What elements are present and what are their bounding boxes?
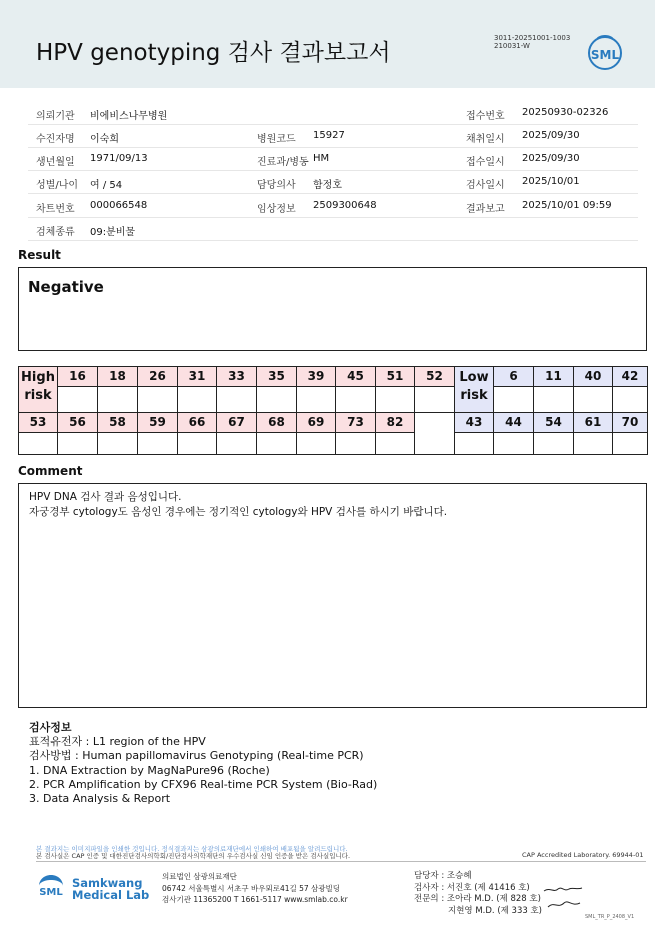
high-risk-label-line-1: High [21, 370, 55, 385]
value-clinical-info: 2509300648 [313, 200, 377, 211]
info-row-sex-age [28, 170, 638, 194]
high-risk-type: 53 [18, 412, 58, 433]
label-clinical-info: 임상정보 [257, 204, 296, 215]
info-row-patient [28, 124, 638, 148]
high-risk-type: 39 [296, 366, 336, 387]
high-risk-type: 45 [335, 366, 376, 387]
value-hospital-code: 15927 [313, 130, 345, 141]
high-risk-type: 31 [177, 366, 217, 387]
high-risk-type: 51 [375, 366, 415, 387]
high-risk-type: 18 [97, 366, 138, 387]
high-risk-type: 33 [216, 366, 257, 387]
result-cell [216, 386, 257, 413]
low-risk-type: 43 [454, 412, 494, 433]
high-risk-type: 67 [216, 412, 257, 433]
value-physician: 함정호 [313, 180, 342, 191]
result-cell [612, 386, 648, 413]
test-info-step-1: 1. DNA Extraction by MagNaPure96 (Roche) [29, 763, 270, 777]
low-risk-type: 70 [612, 412, 648, 433]
high-risk-type: 52 [414, 366, 455, 387]
info-row-specimen [28, 217, 638, 241]
result-cell [177, 386, 217, 413]
value-patient-name: 이숙희 [90, 134, 119, 145]
result-cell [573, 386, 613, 413]
company-address [162, 871, 348, 906]
value-birth-date: 1971/09/13 [90, 153, 148, 164]
high-risk-type: 35 [256, 366, 297, 387]
staff-tester: 검사자 : 서진호 (제 41416 호) [414, 882, 530, 893]
company-address-line-2: 06742 서울특별시 서초구 바우뫼로41길 57 삼광빌딩 [162, 883, 341, 893]
result-cell [493, 432, 534, 455]
high-risk-type: 16 [57, 366, 98, 387]
form-code: SML_TR_P_2408_V1 [585, 914, 635, 920]
cap-accreditation: CAP Accredited Laboratory. 69944-01 [522, 851, 644, 859]
result-cell [296, 432, 336, 455]
footer-divider [36, 861, 646, 862]
result-cell [335, 432, 376, 455]
low-risk-type: 44 [493, 412, 534, 433]
label-receipt-date: 접수일시 [466, 157, 505, 168]
document-number-line-2: 210031-W [494, 42, 530, 50]
high-risk-type: 68 [256, 412, 297, 433]
document-number [494, 34, 570, 50]
svg-text:SML: SML [39, 887, 63, 898]
label-physician: 담당의사 [257, 180, 296, 191]
value-department: HM [313, 153, 330, 164]
test-info [29, 721, 377, 806]
label-sex-age: 성별/나이 [36, 180, 79, 191]
result-cell [256, 386, 297, 413]
signature-icon [542, 883, 584, 913]
result-cell [137, 432, 178, 455]
result-cell [612, 432, 648, 455]
test-info-step-2: 2. PCR Amplification by CFX96 Real-time PCR System (Bio-Rad) [29, 777, 378, 791]
result-cell [97, 432, 138, 455]
company-address-line-1: 의료법인 삼광의료재단 [162, 872, 237, 881]
label-receipt-no: 접수번호 [466, 111, 505, 122]
value-test-date: 2025/10/01 [522, 176, 580, 187]
result-cell [533, 386, 574, 413]
staff-contact: 담당자 : 조승혜 [414, 871, 472, 881]
low-risk-type: 11 [533, 366, 574, 387]
high-risk-label-line-2: risk [24, 388, 52, 403]
staff-list [414, 871, 542, 917]
low-risk-type: 54 [533, 412, 574, 433]
value-institution: 비에비스나무병원 [90, 111, 168, 122]
low-risk-type: 61 [573, 412, 613, 433]
low-risk-label-line-1: Low [459, 370, 489, 385]
result-cell [256, 432, 297, 455]
logo-arc-icon [596, 35, 614, 45]
sml-logo [588, 36, 622, 70]
result-cell [533, 432, 574, 455]
result-cell [493, 386, 534, 413]
label-patient-name: 수진자명 [36, 134, 75, 145]
high-risk-type: 82 [375, 412, 415, 433]
result-cell [573, 432, 613, 455]
result-cell [57, 432, 98, 455]
low-risk-type: 40 [573, 366, 613, 387]
low-risk-type: 6 [493, 366, 534, 387]
sml-logo-text: SML [590, 48, 620, 62]
company-name-line-1: Samkwang [72, 876, 143, 890]
label-chart-no: 차트번호 [36, 204, 75, 215]
info-row-institution [28, 101, 638, 125]
label-test-date: 검사일시 [466, 180, 505, 191]
value-specimen-type: 09:분비물 [90, 227, 136, 238]
label-institution: 의뢰기관 [36, 111, 75, 122]
low-risk-label-line-2: risk [460, 388, 488, 403]
high-risk-type: 26 [137, 366, 178, 387]
result-heading: Result [18, 248, 61, 262]
result-cell [454, 432, 494, 455]
value-collection-date: 2025/09/30 [522, 130, 580, 141]
info-row-birth [28, 147, 638, 171]
test-info-target-gene: 표적유전자 : L1 region of the HPV [29, 735, 206, 749]
label-report-date: 결과보고 [466, 204, 505, 215]
result-cell [137, 386, 178, 413]
info-row-chart [28, 194, 638, 218]
high-risk-type: 56 [57, 412, 98, 433]
high-risk-type: 69 [296, 412, 336, 433]
label-specimen-type: 검체종류 [36, 227, 75, 238]
result-cell [414, 386, 455, 413]
result-cell [375, 432, 415, 455]
result-cell [177, 432, 217, 455]
low-risk-label [454, 366, 494, 413]
comment-text [29, 490, 447, 520]
result-cell [335, 386, 376, 413]
high-risk-label [18, 366, 58, 413]
comment-line-2: 자궁경부 cytology도 음성인 경우에는 정기적인 cytology와 HPV 검사를 하시기 바랍니다. [29, 506, 448, 518]
empty-cell [414, 412, 455, 455]
high-risk-type: 73 [335, 412, 376, 433]
high-risk-type: 59 [137, 412, 178, 433]
low-risk-type: 42 [612, 366, 648, 387]
notice-print: 본 결과지는 이미지파일을 인쇄한 것입니다. 정식결과지는 삼광의료재단에서 인쇄하여 배포됨을 알려드립니다. [36, 845, 348, 853]
value-chart-no: 000066548 [90, 200, 148, 211]
report-title: HPV genotyping 검사 결과보고서 [36, 40, 391, 66]
test-info-method: 검사방법 : Human papillomavirus Genotyping (Real-time PCR) [29, 749, 364, 763]
samkwang-logo-icon [36, 873, 66, 903]
value-report-date: 2025/10/01 09:59 [522, 200, 612, 211]
result-cell [375, 386, 415, 413]
staff-specialist-1: 전문의 : 조아라 M.D. (제 828 호) [414, 894, 541, 904]
result-cell [97, 386, 138, 413]
result-cell [296, 386, 336, 413]
label-hospital-code: 병원코드 [257, 134, 296, 145]
comment-heading: Comment [18, 464, 83, 478]
staff-specialist-2: 지현영 M.D. (제 333 호) [448, 905, 543, 916]
label-department: 진료과/병동 [257, 157, 309, 168]
company-address-line-3: 검사기관 11365200 T 1661-5117 www.smlab.co.kr [162, 895, 348, 904]
high-risk-type: 58 [97, 412, 138, 433]
high-risk-type: 66 [177, 412, 217, 433]
result-cell [57, 386, 98, 413]
result-cell [216, 432, 257, 455]
test-info-heading: 검사정보 [29, 721, 72, 734]
company-name-line-2: Medical Lab [72, 888, 150, 902]
value-receipt-no: 20250930-02326 [522, 107, 609, 118]
result-cell [18, 432, 58, 455]
value-receipt-date: 2025/09/30 [522, 153, 580, 164]
document-number-line-1: 3011-20251001-1003 [494, 34, 571, 42]
value-sex-age: 여 / 54 [90, 180, 123, 191]
test-info-step-3: 3. Data Analysis & Report [29, 792, 171, 806]
comment-line-1: HPV DNA 검사 결과 음성입니다. [29, 491, 182, 503]
company-name [72, 877, 149, 901]
label-birth-date: 생년월일 [36, 157, 75, 168]
result-box [18, 267, 647, 351]
result-value: Negative [28, 278, 104, 296]
notice-certification: 본 검사실은 CAP 인증 및 대한진단검사의학회/진단검사의학재단의 우수검사실 신임 인증을 받은 검사실입니다. [36, 852, 351, 860]
label-collection-date: 채취일시 [466, 134, 505, 145]
